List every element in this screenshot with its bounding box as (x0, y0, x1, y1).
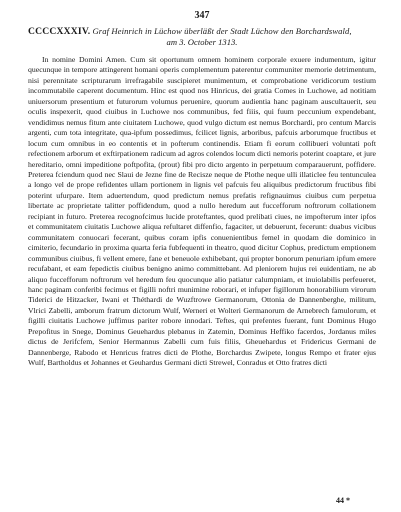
page-number: 347 (194, 10, 210, 21)
charter-number: CCCCXXXIV. (28, 26, 91, 37)
charter-title: Graf Heinrich in Lüchow überläßt der Stadt Lüchow den Borchardswald, (92, 26, 352, 36)
printer-signature-mark: 44 * (336, 496, 350, 505)
document-page (28, 10, 376, 506)
charter-heading (28, 26, 376, 47)
charter-body: In nomine Domini Amen. Cum sit oportunum omnem hominem corporale exuere indumentum, igitur quecunque in tempore attingerent homani operis complementum paterentur communiter memorie detrimentum, nisi perennitate scripturarum irrefragabile suscipieret munimentum, et comprobatione veridicorum testium incommutabile caperent documentum. Hinc est quod nos Hinricus, dei gratia Comes in Luchowe, ad notitiam uniuersorum presentium et futurorum volumus peruenire, quorum audientia hanc paginam auscultauerit, seu oculis inspexerit, quod ciuibus in Luchowe nos communibus, fed fiiis, qui fuum peccunium expendebant, vendidimus nemus fitum ante ciuitatem Luchowe, quod vulgo dictum est nemus Borchardi, pro centum Marcis argenti, cum tota integritate, qua-ipfum possedimus, fcilicet lignis, arboribus, pafcuis arborumque fructibus et locum cum omnibus in eo contentis et in pofterum continendis. Etiam fi eorum collibueri voluntati poft refectionem arborum et exftirpationem radicum ad agros colendos locum dicti nemoris poterint coaptare, et jure hereditario, omni impeditione poftpofita, (prout) fibi pro dicto argento in perpetuum comparauerunt, poffidere. Preterea fciendum quod nec Slaui de Jezne fine de Recisze neque de Plothe neque ulli illaticlee feu tentunculea a longo vel de prope refidentes ullam portionem in lignis vel pafcuis feu aliquibus predictorum fructibus fibi poterint ufurpare. Item aduertendum, quod predictum nemus prefatis refignauimus ciuibus cum perpetua libertate ac proprietate talitter poffidendum, quod a nullo heredum aut fuccefforum noftrorum collationem recipiant in futuro. Preterea recognofcimus lucide proteftantes, quod prelibati ciues, ne impofterum inter ipfos et communitatem ciuitatis Luchowe aliqua refultaret diffenfio, fagaciter, ut debuerunt, fecerunt: duabus vicibus communitatem conuocari fecerant, quibus coram ipfis conuenientibus femel in quodam die dominico in cimiterio, fecundario in proxima quarta feria fubfequenti in theatro, quod dicitur Cophus, predictum emptionem communibus ciuibus, fi vellent emere, fane et beneuole exhibebant, qui propter bonorum penuriam ipfum emere recufabant, et eam fepedictis ciuibus benigno animo committebant. Ad pleniorem hujus rei euidentiam, ne ab aliquo fuccefforum noftrorum vel heredum feu quocunque alio patiatur calumpniam, et inuiolabilis perfeueret, hanc paginam conferibi fecimus et figilli noftri munimine roborari, et infuper figillorum honorabilium virorum Tiderici de Hitzacker, Iwani et Théthardi de Wuzftrowe Germanorum, Ottonia de Dannenberghe, militum, Vlrici Zabelli, amborum fratrum dictorum Wulf, Werneri et Wolteri Germanorum de Arnebrech famulorum, et figilli ciuitatis Luchowe juffimus pariter robore innodari. Teftes, qui prefentes fuerant, funt Dominus Hugo Prepofitus in Snege, Dominus Geuehardus plebanus in Zatemin, Dominus Heffiko facerdos, Jordanus miles dictus de Jerifcfem, Senior Hermannus Zabelli cum fuis filiis, Gheuehardus et Fridericus Germani de Dannenberge, Rabodo et Henricus fratres dicti de Plothe, Borchardus Zwipete, longus Rempo et frater ejus Wulf, Bartholdus et Johannes et Geuhardus Germani dicti Strewel, Conradus et Otto fratres dicti (28, 55, 376, 368)
charter-date: am 3. October 1313. (166, 37, 238, 47)
